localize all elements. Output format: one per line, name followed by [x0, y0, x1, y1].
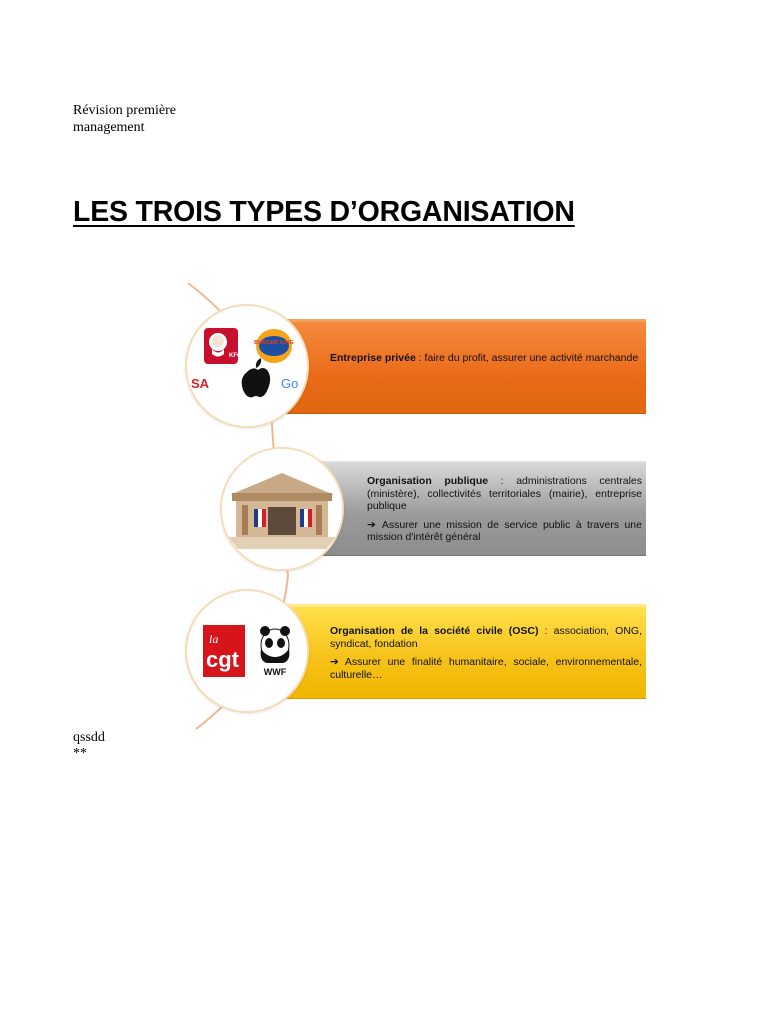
- partial-logo-left-text: SA: [191, 376, 210, 391]
- public-organisation-heading: Organisation publique: [367, 475, 489, 487]
- google-logo-partial-text: Go: [281, 376, 299, 391]
- civil-society-logos: [187, 591, 307, 711]
- private-enterprise-band: [280, 319, 646, 414]
- intro-line-management: management: [73, 120, 145, 135]
- intro-line-revision: Révision première: [73, 103, 177, 118]
- private-enterprise-description: : faire du profit, assurer une activité marchande: [415, 352, 639, 364]
- cgt-logo-la-text: la: [209, 632, 219, 646]
- civil-society-band: [280, 604, 646, 699]
- cgt-logo-text: cgt: [206, 647, 239, 672]
- civil-society-heading: Organisation de la société civile (OSC): [330, 625, 539, 637]
- cgt-logo-icon: [203, 625, 245, 677]
- private-enterprise-heading: Entreprise privée: [330, 352, 416, 364]
- kfc-logo-icon: [204, 328, 242, 364]
- kfc-logo-text: KFC: [229, 353, 242, 359]
- arrow-right-icon: ➔: [330, 656, 339, 668]
- public-building-image: [222, 449, 342, 569]
- intro-text: [73, 102, 176, 136]
- public-building-icon: [222, 449, 342, 569]
- civil-society-description: : association, ONG, syndicat, fondation: [330, 625, 643, 650]
- burger-king-logo-text: BURGER KING: [254, 340, 294, 346]
- trailing-text: [73, 730, 105, 762]
- wwf-logo-text: WWF: [263, 667, 287, 677]
- public-organisation-mission: Assurer une mission de service public à travers une mission d'intérêt général: [367, 518, 642, 543]
- burger-king-logo-icon: [254, 329, 294, 363]
- public-organisation-description: : administrations centrales (ministère), collectivités territoriales (mairie), entreprise publique: [367, 475, 642, 512]
- page-title: LES TROIS TYPES D’ORGANISATION: [73, 196, 575, 228]
- trailing-line-asterisks: **: [73, 746, 87, 761]
- private-enterprise-logos: [187, 306, 307, 426]
- public-organisation-band: [320, 461, 646, 556]
- organisation-types-diagram: [160, 275, 660, 735]
- trailing-line-qssdd: qssdd: [73, 730, 105, 745]
- wwf-panda-logo-icon: [260, 626, 290, 677]
- apple-logo-icon: [242, 358, 270, 397]
- arrow-right-icon: ➔: [367, 518, 376, 531]
- civil-society-mission: Assurer une finalité humanitaire, sociale, environnementale, culturelle…: [330, 656, 642, 681]
